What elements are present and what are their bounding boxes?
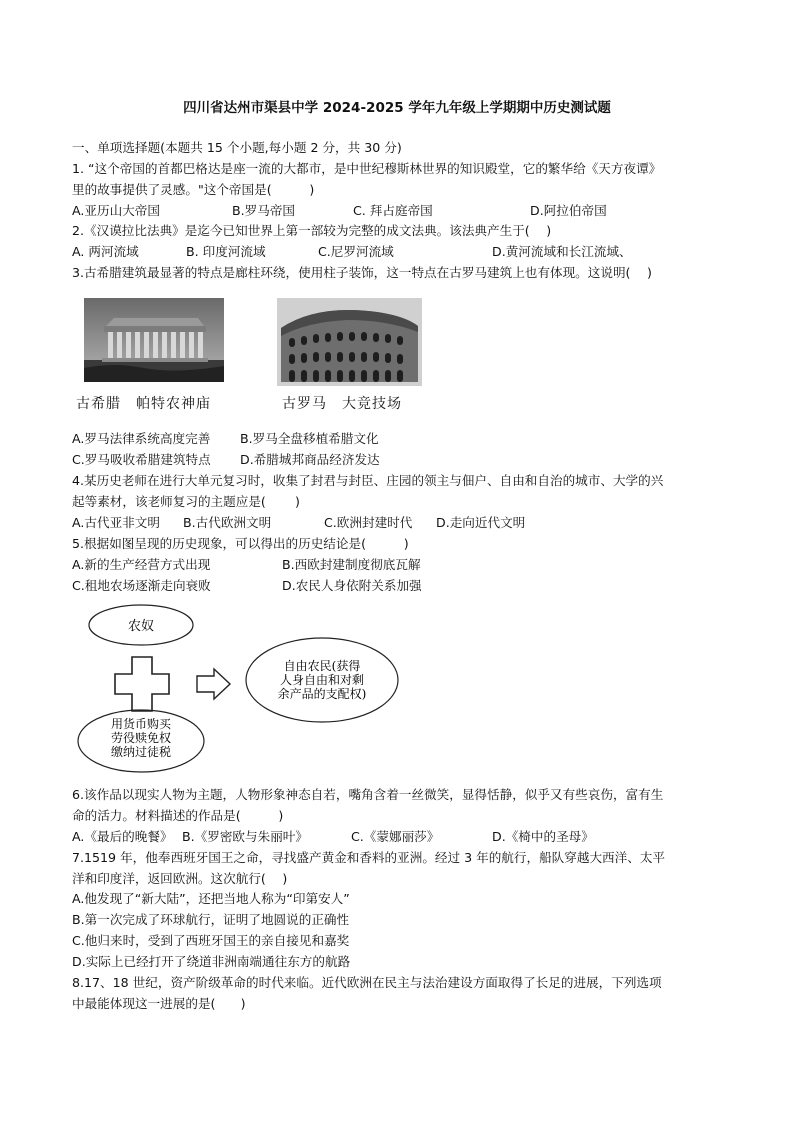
q8-stem-line2: 中最能体现这一进展的是( ) [72, 996, 246, 1011]
q3-option-b: B.罗马全盘移植希腊文化 [240, 431, 379, 446]
q7-stem-line2: 洋和印度洋，返回欧洲。这次航行( ) [72, 871, 288, 886]
parthenon-caption: 古希腊 帕特农神庙 [76, 396, 211, 412]
free-peasant-line2: 人身自由和对剩 [279, 673, 365, 687]
q4-stem-line1: 4.某历史老师在进行大单元复习时，收集了封君与封臣、庄园的领主与佃户、自由和自治的城市、大学的兴 [72, 473, 664, 488]
q3-option-d: D.希腊城邦商品经济发达 [240, 452, 380, 467]
colosseum-illustration [277, 298, 422, 386]
q8-stem-line1: 8.17、18 世纪，资产阶级革命的时代来临。近代欧洲在民主与法治建设方面取得了长足的进展，下列选项 [72, 975, 662, 990]
q1-stem-line1: 1. “这个帝国的首都巴格达是座一流的大都市，是中世纪穆斯林世界的知识殿堂，它的繁华给《天方夜谭》 [72, 161, 662, 176]
q1-option-c: C. 拜占庭帝国 [353, 203, 433, 218]
arrow-right-icon [197, 669, 230, 699]
q6-option-d: D.《椅中的圣母》 [492, 829, 594, 844]
money-line2: 劳役赎免权 [110, 731, 172, 745]
q5-stem: 5.根据如图呈现的历史现象，可以得出的历史结论是( ) [72, 536, 409, 551]
q6-stem-line2: 命的活力。材料描述的作品是( ) [72, 808, 284, 823]
q1-option-a: A.亚历山大帝国 [72, 203, 160, 218]
q3-stem: 3.古希腊建筑最显著的特点是廊柱环绕，使用柱子装饰，这一特点在古罗马建筑上也有体现。这说明( ) [72, 265, 652, 280]
money-line3: 缴纳过徒税 [110, 745, 172, 759]
q5-option-b: B.西欧封建制度彻底瓦解 [282, 557, 421, 572]
q4-option-d: D.走向近代文明 [436, 515, 526, 530]
q7-stem-line1: 7.1519 年，他奉西班牙国王之命，寻找盛产黄金和香料的亚洲。经过 3 年的航行，船队穿越大西洋、太平 [72, 850, 666, 865]
q6-option-c: C.《蒙娜丽莎》 [351, 829, 440, 844]
q7-option-d: D.实际上已经打开了绕道非洲南端通往东方的航路 [72, 954, 351, 969]
q4-option-c: C.欧洲封建时代 [324, 515, 413, 530]
q5-option-c: C.租地农场逐渐走向衰败 [72, 578, 211, 593]
colosseum-photo [277, 298, 422, 386]
q1-option-d: D.阿拉伯帝国 [530, 203, 607, 218]
q7-option-b: B.第一次完成了环球航行，证明了地圆说的正确性 [72, 912, 350, 927]
q6-stem-line1: 6.该作品以现实人物为主题，人物形象神态自若，嘴角含着一丝微笑，显得恬静，似乎又有些哀伤，富有生 [72, 787, 664, 802]
page-title: 四川省达州市渠县中学 2024-2025 学年九年级上学期期中历史测试题 [183, 100, 611, 116]
q4-option-a: A.古代亚非文明 [72, 515, 160, 530]
parthenon-illustration [84, 298, 224, 382]
q4-option-b: B.古代欧洲文明 [183, 515, 272, 530]
q3-option-c: C.罗马吸收希腊建筑特点 [72, 452, 211, 467]
q5-option-a: A.新的生产经营方式出现 [72, 557, 211, 572]
free-peasant-line1: 自由农民(获得 [283, 659, 361, 673]
serf-label: 农奴 [127, 619, 155, 634]
q1-stem-line2: 里的故事提供了灵感。"这个帝国是( ) [72, 182, 315, 197]
serf-diagram [70, 600, 410, 778]
free-peasant-line3: 余产品的支配权) [277, 687, 367, 701]
q2-option-c: C.尼罗河流域 [318, 244, 394, 259]
parthenon-photo [84, 298, 224, 382]
q2-option-d: D.黄河流域和长江流域、 [492, 244, 632, 259]
q7-option-c: C.他归来时，受到了西班牙国王的亲自接见和嘉奖 [72, 933, 350, 948]
q2-option-a: A. 两河流域 [72, 244, 139, 259]
money-line1: 用货币购买 [110, 717, 172, 731]
q6-option-b: B.《罗密欧与朱丽叶》 [182, 829, 308, 844]
q6-option-a: A.《最后的晚餐》 [72, 829, 173, 844]
plus-icon [115, 657, 169, 711]
q2-option-b: B. 印度河流域 [186, 244, 266, 259]
q3-option-a: A.罗马法律系统高度完善 [72, 431, 211, 446]
q2-stem: 2.《汉谟拉比法典》是迄今已知世界上第一部较为完整的成文法典。该法典产生于( ) [72, 223, 552, 238]
q1-option-b: B.罗马帝国 [232, 203, 296, 218]
q4-stem-line2: 起等素材，该老师复习的主题应是( ) [72, 494, 300, 509]
q7-option-a: A.他发现了“新大陆”，还把当地人称为“印第安人” [72, 891, 350, 906]
colosseum-caption: 古罗马 大竞技场 [282, 396, 402, 412]
q5-option-d: D.农民人身依附关系加强 [282, 578, 422, 593]
section-heading: 一、单项选择题(本题共 15 个小题,每小题 2 分，共 30 分) [72, 140, 402, 155]
